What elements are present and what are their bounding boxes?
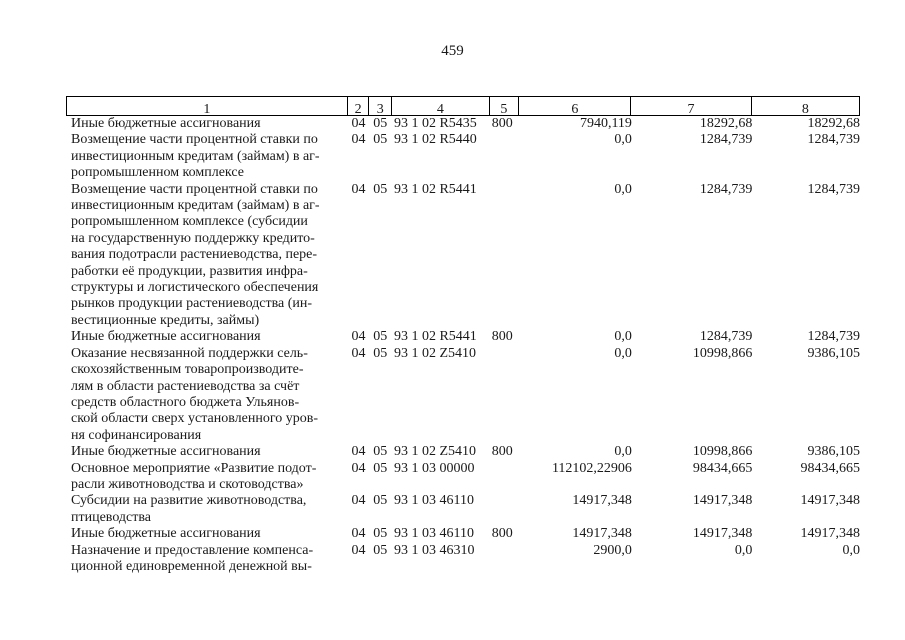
cell-c8: 1284,739 — [807, 132, 860, 148]
description-line: птицеводства — [71, 509, 152, 525]
page-number: 459 — [441, 43, 464, 59]
cell-c6: 0,0 — [614, 345, 632, 361]
cell-c7: 14917,348 — [692, 493, 753, 509]
cell-c4: 93 1 03 46110 — [393, 493, 474, 509]
description-line: скохозяйственным товаропроизводите- — [71, 362, 304, 378]
description-line: расли животноводства и скотоводства» — [71, 476, 304, 492]
cell-c4: 93 1 03 00000 — [393, 460, 475, 476]
description-line: инвестиционным кредитам (займам) в аг- — [71, 148, 320, 164]
description-line: Иные бюджетные ассигнования — [71, 444, 261, 460]
cell-c3: 05 — [373, 460, 388, 476]
table-row — [66, 493, 860, 526]
cell-c8: 0,0 — [842, 542, 860, 558]
cell-c7: 18292,68 — [699, 116, 753, 131]
description-line: на государственную поддержку кредито- — [71, 230, 315, 246]
description-line: работки её продукции, развития инфра- — [71, 263, 308, 279]
cell-c5 — [490, 543, 520, 576]
cell-c3: 05 — [373, 181, 388, 197]
cell-c8: 14917,348 — [800, 526, 860, 542]
description-line: лям в области растениеводства за счёт — [71, 378, 300, 394]
cell-c6: 14917,348 — [572, 493, 632, 509]
row-description — [66, 132, 347, 181]
row-description — [66, 493, 347, 526]
cell-c2: 04 — [351, 345, 366, 361]
cell-c4: 93 1 02 R5440 — [393, 132, 477, 148]
cell-c3: 05 — [373, 542, 388, 558]
cell-c5 — [490, 182, 520, 330]
cell-c7: 10998,866 — [692, 345, 753, 361]
cell-c6: 7940,119 — [579, 116, 632, 131]
description-line: Основное мероприятие «Развитие подот- — [71, 460, 317, 476]
cell-c4: 93 1 02 R5435 — [393, 116, 477, 131]
cell-c8: 9386,105 — [807, 444, 860, 460]
cell-c8: 9386,105 — [807, 345, 860, 361]
row-description — [66, 461, 347, 494]
cell-c4: 93 1 02 R5441 — [393, 181, 477, 197]
table-row — [66, 132, 860, 181]
cell-c8: 98434,665 — [800, 460, 860, 476]
cell-c4: 93 1 03 46110 — [393, 526, 474, 542]
description-line: Возмещение части процентной ставки по — [71, 181, 318, 197]
cell-c6: 0,0 — [614, 444, 632, 460]
cell-c5 — [490, 461, 520, 494]
header-cell: 2 — [348, 97, 370, 115]
description-line: инвестиционным кредитам (займам) в аг- — [71, 198, 320, 214]
cell-c2: 04 — [351, 460, 366, 476]
cell-c5: 800 — [491, 116, 513, 131]
cell-c3: 05 — [373, 116, 388, 131]
cell-c2: 04 — [351, 181, 366, 197]
cell-c5: 800 — [491, 526, 513, 542]
cell-c6: 14917,348 — [572, 526, 632, 542]
row-description — [66, 346, 347, 444]
cell-c6: 0,0 — [614, 329, 632, 345]
cell-c8: 1284,739 — [807, 329, 860, 345]
cell-c7: 1284,739 — [699, 132, 753, 148]
header-cell: 1 — [67, 97, 348, 115]
cell-c3: 05 — [373, 329, 388, 345]
cell-c2: 04 — [351, 526, 366, 542]
cell-c3: 05 — [373, 444, 388, 460]
description-line: Назначение и предоставление компенса- — [71, 542, 314, 558]
cell-c4: 93 1 02 Z5410 — [393, 444, 477, 460]
cell-c7: 1284,739 — [699, 329, 753, 345]
description-line: ропромышленном комплексе — [71, 165, 244, 181]
cell-c7: 98434,665 — [692, 460, 753, 476]
description-line: рынков продукции растениеводства (ин- — [71, 296, 313, 312]
header-cell: 7 — [631, 97, 751, 115]
cell-c8: 18292,68 — [807, 116, 860, 131]
header-cell: 6 — [519, 97, 631, 115]
cell-c5 — [490, 346, 520, 444]
cell-c4: 93 1 02 R5441 — [393, 329, 477, 345]
header-cell: 3 — [369, 97, 392, 115]
cell-c6: 112102,22906 — [551, 460, 632, 476]
header-cell: 8 — [801, 102, 809, 115]
table-row — [66, 526, 860, 542]
row-description — [66, 182, 347, 330]
table-row — [66, 444, 860, 460]
cell-c2: 04 — [351, 493, 366, 509]
table-row — [66, 329, 860, 345]
cell-c7: 1284,739 — [699, 181, 753, 197]
cell-c5 — [490, 132, 520, 181]
description-line: Иные бюджетные ассигнования — [71, 329, 261, 345]
description-line: Субсидии на развитие животноводства, — [71, 493, 307, 509]
row-description — [66, 329, 347, 345]
table-row — [66, 543, 860, 576]
cell-c3: 05 — [373, 345, 388, 361]
cell-c5 — [490, 493, 520, 526]
cell-c6: 0,0 — [614, 181, 632, 197]
cell-c4: 93 1 03 46310 — [393, 542, 475, 558]
row-description — [66, 116, 347, 132]
header-cell: 5 — [490, 97, 520, 115]
cell-c8: 14917,348 — [800, 493, 860, 509]
description-line: Оказание несвязанной поддержки сель- — [71, 345, 308, 361]
cell-c2: 04 — [351, 116, 366, 131]
header-cell: 4 — [392, 97, 490, 115]
table-body — [66, 116, 860, 575]
description-line: вания подотрасли растениеводства, пере- — [71, 247, 318, 263]
table-row — [66, 461, 860, 494]
description-line: ропромышленном комплексе (субсидии — [71, 214, 308, 230]
table-row — [66, 182, 860, 330]
description-line: структуры и логистического обеспечения — [71, 280, 319, 296]
cell-c7: 14917,348 — [692, 526, 753, 542]
cell-c7: 10998,866 — [692, 444, 753, 460]
cell-c2: 04 — [351, 329, 366, 345]
cell-c4: 93 1 02 Z5410 — [393, 345, 477, 361]
cell-c7: 0,0 — [734, 542, 753, 558]
description-line: ционной единовременной денежной вы- — [71, 558, 312, 574]
description-line: ня софинансирования — [71, 427, 202, 443]
description-line: ской области сверх установленного уров- — [71, 411, 319, 427]
cell-c3: 05 — [373, 493, 388, 509]
cell-c2: 04 — [351, 444, 366, 460]
cell-c2: 04 — [351, 542, 366, 558]
table-row — [66, 346, 860, 444]
cell-c6: 2900,0 — [593, 542, 632, 558]
description-line: Возмещение части процентной ставки по — [71, 132, 318, 148]
table-header — [66, 96, 860, 116]
row-description — [66, 444, 347, 460]
row-description — [66, 543, 347, 576]
cell-c2: 04 — [351, 132, 366, 148]
cell-c3: 05 — [373, 132, 388, 148]
description-line: Иные бюджетные ассигнования — [71, 526, 261, 542]
cell-c5: 800 — [491, 329, 513, 345]
cell-c8: 1284,739 — [807, 181, 860, 197]
cell-c6: 0,0 — [614, 132, 632, 148]
description-line: вестиционные кредиты, займы) — [71, 312, 260, 328]
row-description — [66, 526, 347, 542]
description-line: Иные бюджетные ассигнования — [71, 116, 261, 131]
cell-c5: 800 — [491, 444, 513, 460]
description-line: средств областного бюджета Ульянов- — [71, 394, 300, 410]
budget-table — [66, 96, 860, 575]
table-row — [66, 116, 860, 132]
cell-c3: 05 — [373, 526, 388, 542]
